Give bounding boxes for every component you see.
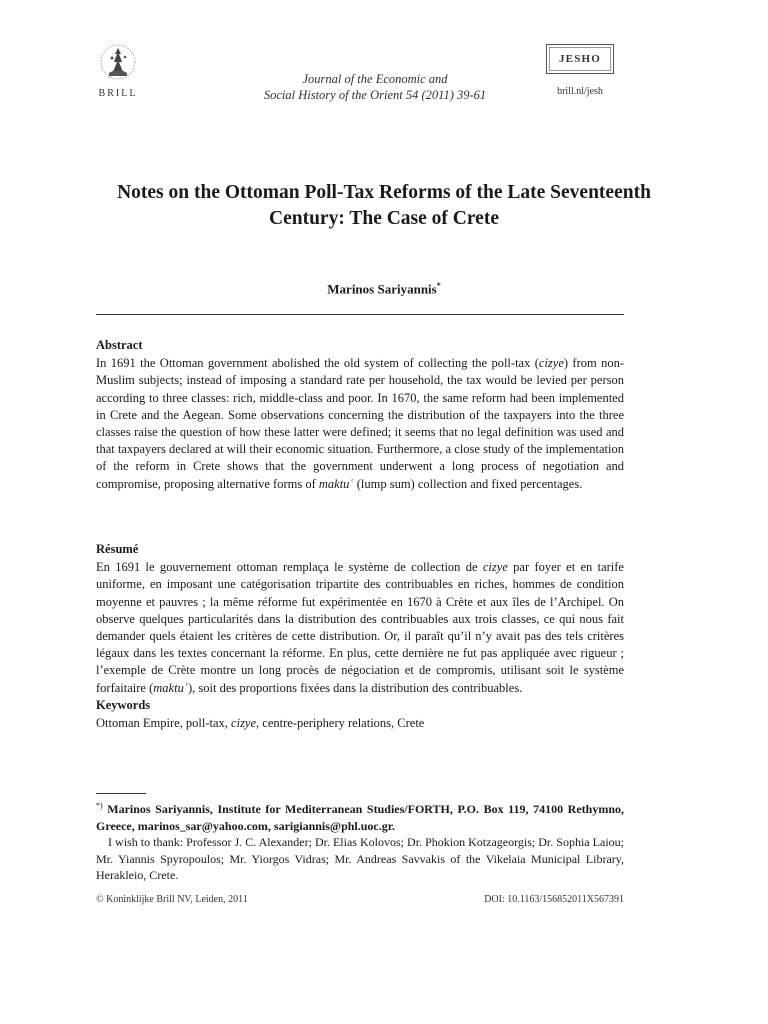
keywords-heading: Keywords xyxy=(96,698,151,712)
abstract-term-maktu: maktuʿ xyxy=(318,476,354,491)
journal-citation xyxy=(210,71,540,103)
article-title: Notes on the Ottoman Poll-Tax Reforms of the Late Seventeenth Century: The Case of Crete xyxy=(117,182,651,229)
keywords-section xyxy=(96,697,624,732)
title-divider xyxy=(96,314,624,315)
keywords-text xyxy=(96,715,624,732)
copyright-notice: © Koninklijke Brill NV, Leiden, 2011 xyxy=(96,894,248,905)
resume-text-2: par foyer et en tarife uniforme, en imposant une catégorisation tripartite des contribuables en riches, hommes de condition moyenne et pauvres ; la même réforme fut expérimentée en 1670 à Crète et aux îles de l’Archipel. On observe quelques particularités dans la distribution des contribuables aux trois classes, ce qui nous fait demander quels étaient les critères de cette distribution. Or, il paraît qu’il n’y avait pas des tels critères légaux dans les textes concernant la réforme. En plus, cette dernière ne fut pas appliquée avec rigueur ; l’exemple de Crète montre un long procès de négociation et de compromis, utilisant soit le système forfaitaire ( xyxy=(96,560,624,695)
author-footnote-marker[interactable]: * xyxy=(436,281,441,290)
abstract-text xyxy=(96,355,624,493)
resume-section xyxy=(96,541,624,697)
brill-emblem-icon xyxy=(98,40,138,86)
jesho-logo xyxy=(546,44,614,104)
journal-line-1: Journal of the Economic and xyxy=(302,72,448,86)
footnote-affiliation xyxy=(96,798,624,834)
resume-text xyxy=(96,559,624,697)
brill-logo xyxy=(92,40,144,110)
keywords-term-cizye: cizye xyxy=(231,716,257,731)
journal-line-2: Social History of the Orient 54 (2011) 39-61 xyxy=(263,88,487,102)
resume-heading: Résumé xyxy=(96,542,139,556)
footnote-acknowledgements: I wish to thank: Professor J. C. Alexander; Dr. Elias Kolovos; Dr. Phokion Kotzageorgis; Dr. Sophia Laiou; Mr. Yiannis Spyropoulos; Mr. Yiorgos Vidras; Mr. Andreas Savvakis of the Vikelaia Municipal Library, Herakleio, Crete. xyxy=(96,835,624,882)
footnote-divider xyxy=(96,793,146,794)
resume-term-cizye: cizye xyxy=(482,560,508,575)
resume-text-3: ), soit des proportions fixées dans la distribution des contribuables. xyxy=(187,680,523,695)
abstract-text-2: ) from non-Muslim subjects; instead of imposing a standard rate per household, the tax would be levied per person according to three classes: rich, middle-class and poor. In 1670, the same reform had been implemented in Crete and the Aegean. Some observations concerning the distribution of the taxpayers into the three classes raise the question of how these latter were defined; it seems that no legal definition was used and that taxpayers declared at will their economic situation. Furthermore, a close study of the implementation of the reform in Crete shows that the government underwent a long process of negotiation and compromise, proposing alternative forms of xyxy=(96,356,624,491)
doi-label[interactable]: DOI: 10.1163/156852011X567391 xyxy=(484,894,624,905)
footnote-affiliation-text: Marinos Sariyannis, Institute for Mediterranean Studies/FORTH, P.O. Box 119, 74100 Rethymno, Greece, marinos_sar@yahoo.com, sarigiannis@phl.uoc.gr. xyxy=(96,802,625,833)
abstract-text-1: In 1691 the Ottoman government abolished the old system of collecting the poll-tax ( xyxy=(96,356,539,371)
jesho-box xyxy=(546,44,614,74)
journal-url[interactable]: brill.nl/jesh xyxy=(557,86,603,97)
abstract-text-3: (lump sum) collection and fixed percentages. xyxy=(353,476,583,491)
resume-text-1: En 1691 le gouvernement ottoman remplaça le système de collection de xyxy=(96,560,483,575)
abstract-section xyxy=(96,337,624,493)
author-name: Marinos Sariyannis xyxy=(327,281,437,297)
author-line xyxy=(96,281,672,297)
abstract-heading: Abstract xyxy=(96,338,143,352)
publisher-name: BRILL xyxy=(98,88,138,99)
jesho-text: JESHO xyxy=(558,53,602,65)
footnote-marker: *) xyxy=(96,801,103,810)
keywords-text-2: , centre-periphery relations, Crete xyxy=(256,716,425,731)
abstract-term-cizye: cizye xyxy=(538,356,564,371)
keywords-text-1: Ottoman Empire, poll-tax, xyxy=(96,716,232,731)
resume-term-maktu: maktuʿ xyxy=(153,680,188,695)
footnote xyxy=(96,798,624,884)
